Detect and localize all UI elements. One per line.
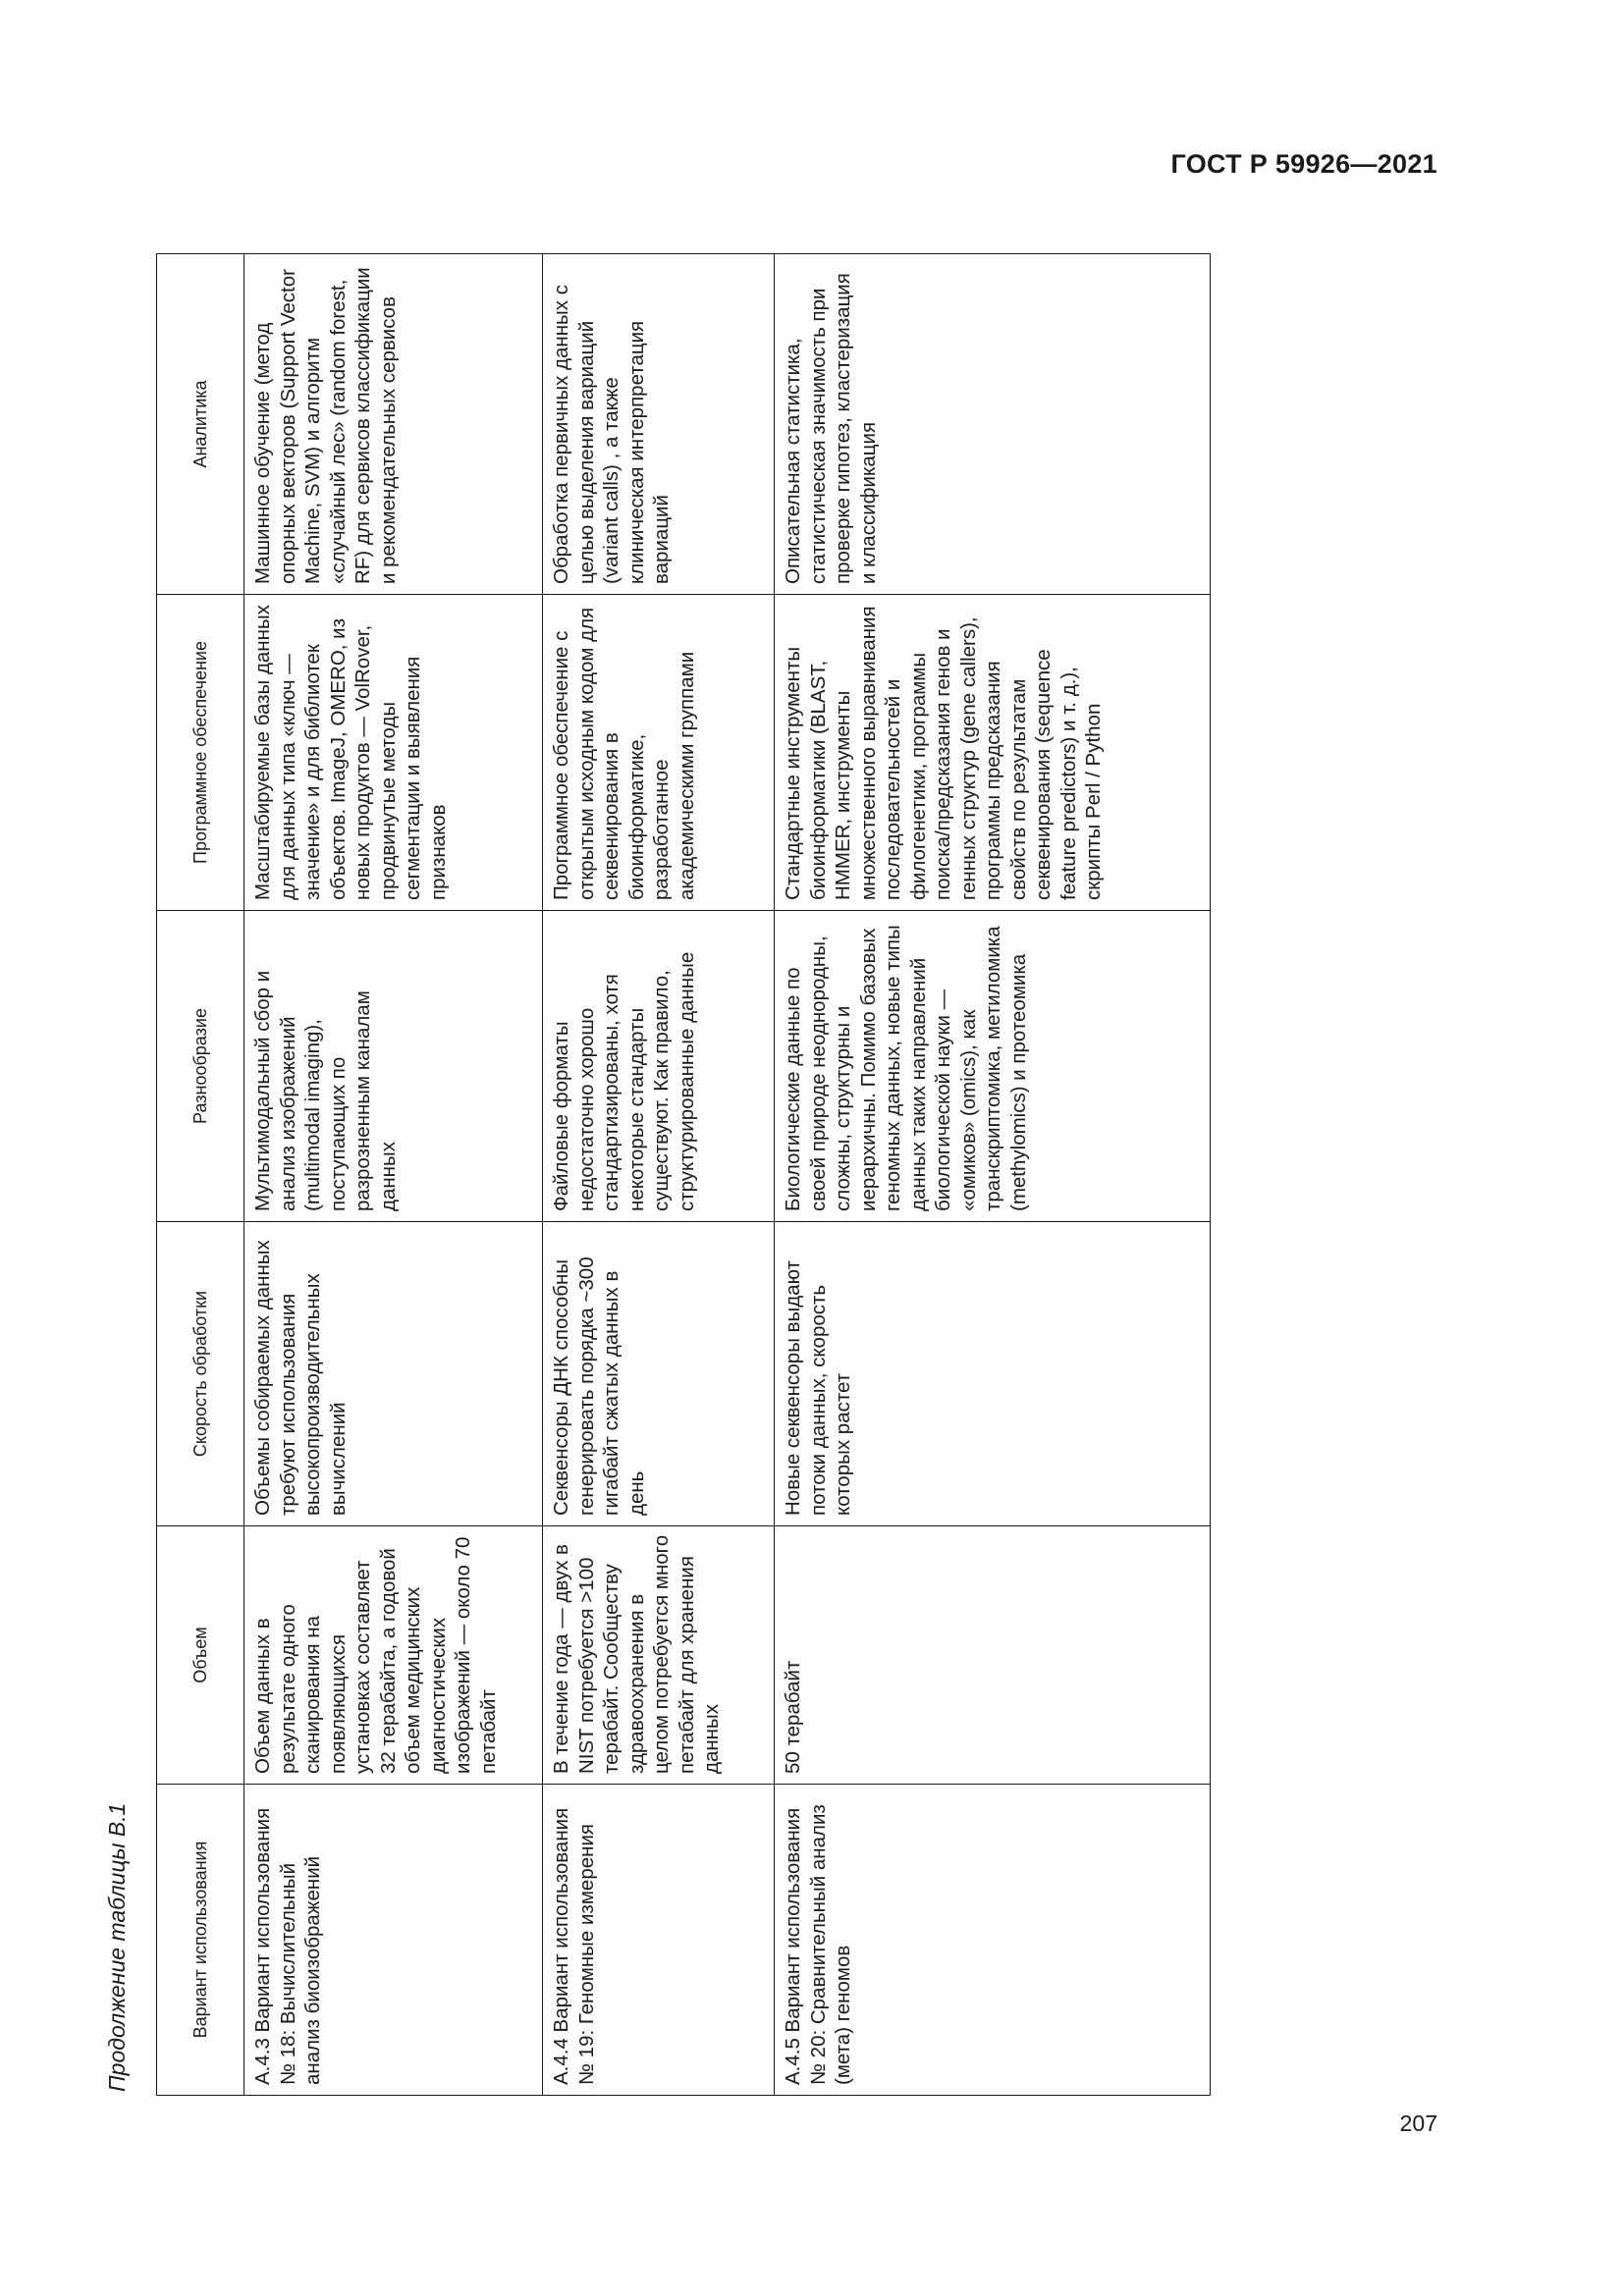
column-header-analytics: Аналитика <box>157 254 244 595</box>
cell-analytics: Описательная статистика, статистическая значимость при проверке гипотез, кластеризация и классификация <box>775 254 1211 595</box>
page-number: 207 <box>1399 2110 1437 2136</box>
table-row <box>543 254 775 2096</box>
cell-analytics: Обработка первичных данных с целью выделения вариаций (variant calls) , а также клиническая интерпретация вариаций <box>543 254 775 595</box>
cell-use-case: А.4.5 Вариант использования № 20: Сравнительный анализ (мета) геномов <box>775 1785 1211 2096</box>
document-code: ГОСТ Р 59926—2021 <box>1170 149 1437 179</box>
cell-use-case: А.4.4 Вариант использования № 19: Геномные измерения <box>543 1785 775 2096</box>
table-header-row <box>157 254 244 2096</box>
cell-volume: В течение года — двух в NIST потребуется >100 терабайт. Сообществу здравоохранения в целом потребуется много петабайт для хранения данных <box>543 1526 775 1785</box>
column-header-volume: Объем <box>157 1526 244 1785</box>
table-continuation-label: Продолжение таблицы В.1 <box>104 1802 130 2092</box>
requirements-table <box>156 253 1211 2096</box>
column-header-velocity: Скорость обработки <box>157 1222 244 1526</box>
column-header-variety: Разнообразие <box>157 911 244 1222</box>
cell-variety: Файловые форматы недостаточно хорошо стандартизированы, хотя некоторые стандарты существуют. Как правило, структурированные данные <box>543 911 775 1222</box>
cell-analytics: Машинное обучение (метод опорных векторов (Support Vector Machine, SVM) и алгоритм «случайный лес» (random forest, RF) для сервисов классификации и рекомендательных сервисов <box>244 254 543 595</box>
cell-velocity: Новые секвенсоры выдают потоки данных, скорость которых растет <box>775 1222 1211 1526</box>
cell-volume: Объем данных в результате одного сканирования на появляющихся установках составляет 32 терабайта, а годовой объем медицинских диагностических изображений — около 70 петабайт <box>244 1526 543 1785</box>
cell-software: Стандартные инструменты биоинформатики (BLAST, HMMER, инструменты множественного выравнивания последовательностей и филогенетики, программы поиска/предсказания генов и генных структур (gene callers), программы предсказания свойств по результатам секвенирования (sequence feature predictors) и т. д.), скрипты Perl / Python <box>775 595 1211 911</box>
cell-variety: Мультимодальный сбор и анализ изображений (multimodal imaging), поступающих по разрозненным каналам данных <box>244 911 543 1222</box>
cell-variety: Биологические данные по своей природе неоднородны, сложны, структурны и иерархичны. Помимо базовых геномных данных, новые типы данных таких направлений биологической науки — «омиков» (omics), как транскриптомика, метиломика (methylomics) и протеомика <box>775 911 1211 1222</box>
column-header-software: Программное обеспечение <box>157 595 244 911</box>
cell-velocity: Секвенсоры ДНК способны генерировать порядка ~300 гигабайт сжатых данных в день <box>543 1222 775 1526</box>
cell-velocity: Объемы собираемых данных требуют использования высокопроизводительных вычислений <box>244 1222 543 1526</box>
table-row <box>244 254 543 2096</box>
column-header-use-case: Вариант использования <box>157 1785 244 2096</box>
cell-software: Масштабируемые базы данных для данных типа «ключ — значение» и для библиотек объектов. ImageJ, OMERO, из новых продуктов — VolRover, продвинутые методы сегментации и выявления признаков <box>244 595 543 911</box>
cell-volume: 50 терабайт <box>775 1526 1211 1785</box>
cell-software: Программное обеспечение с открытым исходным кодом для секвенирования в биоинформатике, разработанное академическими группами <box>543 595 775 911</box>
table-row <box>775 254 1211 2096</box>
rotated-table-block <box>102 254 1211 2096</box>
cell-use-case: А.4.3 Вариант использования № 18: Вычислительный анализ биоизображений <box>244 1785 543 2096</box>
